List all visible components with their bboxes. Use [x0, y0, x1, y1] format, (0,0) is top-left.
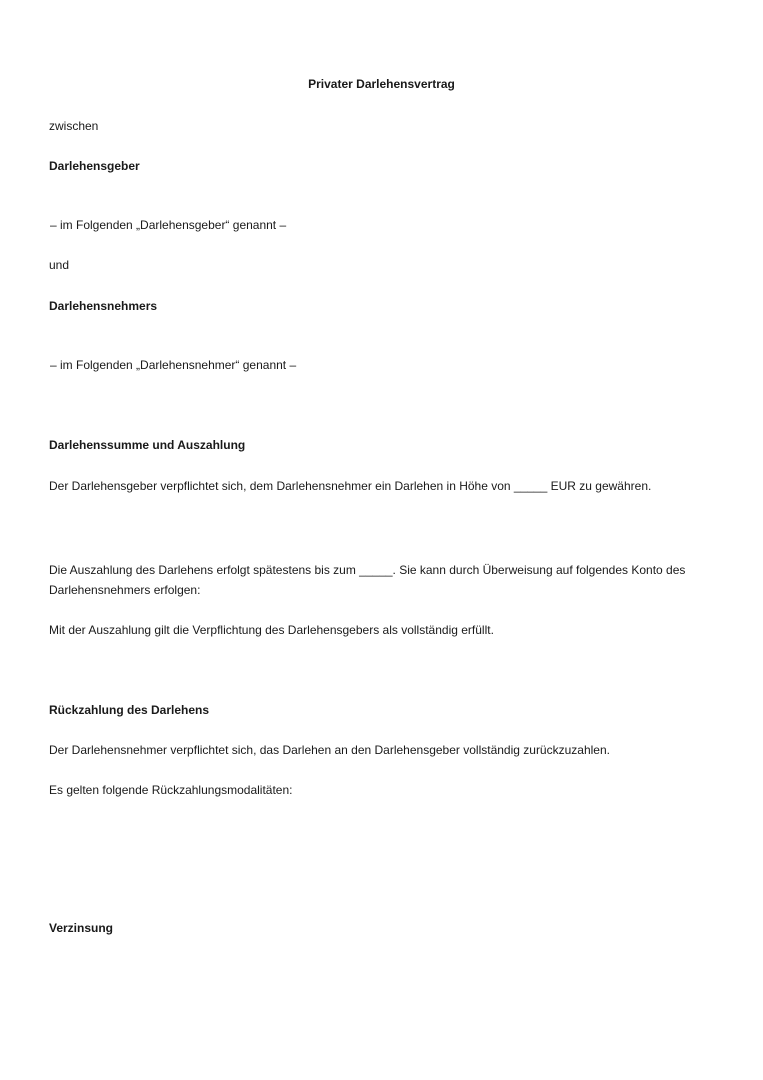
document-title: Privater Darlehensvertrag: [308, 77, 455, 91]
section-heading-interest: Verzinsung: [49, 921, 114, 935]
borrower-alias: – im Folgenden „Darlehensnehmer“ genannt –: [50, 358, 297, 372]
section-heading-loan-amount: Darlehenssumme und Auszahlung: [49, 438, 246, 452]
section-paragraph: Der Darlehensnehmer verpflichtet sich, das Darlehen an den Darlehensgeber vollständig zurückzuzahlen.: [49, 743, 610, 757]
between-text: zwischen: [49, 119, 99, 133]
section-paragraph: Der Darlehensgeber verpflichtet sich, dem Darlehensnehmer ein Darlehen in Höhe von _____ EUR zu gewähren.: [49, 479, 652, 493]
borrower-label: Darlehensnehmers: [49, 299, 158, 313]
lender-alias: – im Folgenden „Darlehensgeber“ genannt –: [50, 218, 287, 232]
section-paragraph: Mit der Auszahlung gilt die Verpflichtung des Darlehensgebers als vollständig erfüllt.: [49, 623, 494, 637]
section-paragraph: Die Auszahlung des Darlehens erfolgt spätestens bis zum _____. Sie kann durch Überweisung auf folgendes Konto des Darlehensnehmers erfolgen:: [49, 563, 686, 597]
and-text: und: [49, 258, 70, 272]
lender-label: Darlehensgeber: [49, 159, 140, 173]
section-paragraph: Es gelten folgende Rückzahlungsmodalitäten:: [49, 783, 293, 797]
section-heading-repayment: Rückzahlung des Darlehens: [49, 703, 210, 717]
